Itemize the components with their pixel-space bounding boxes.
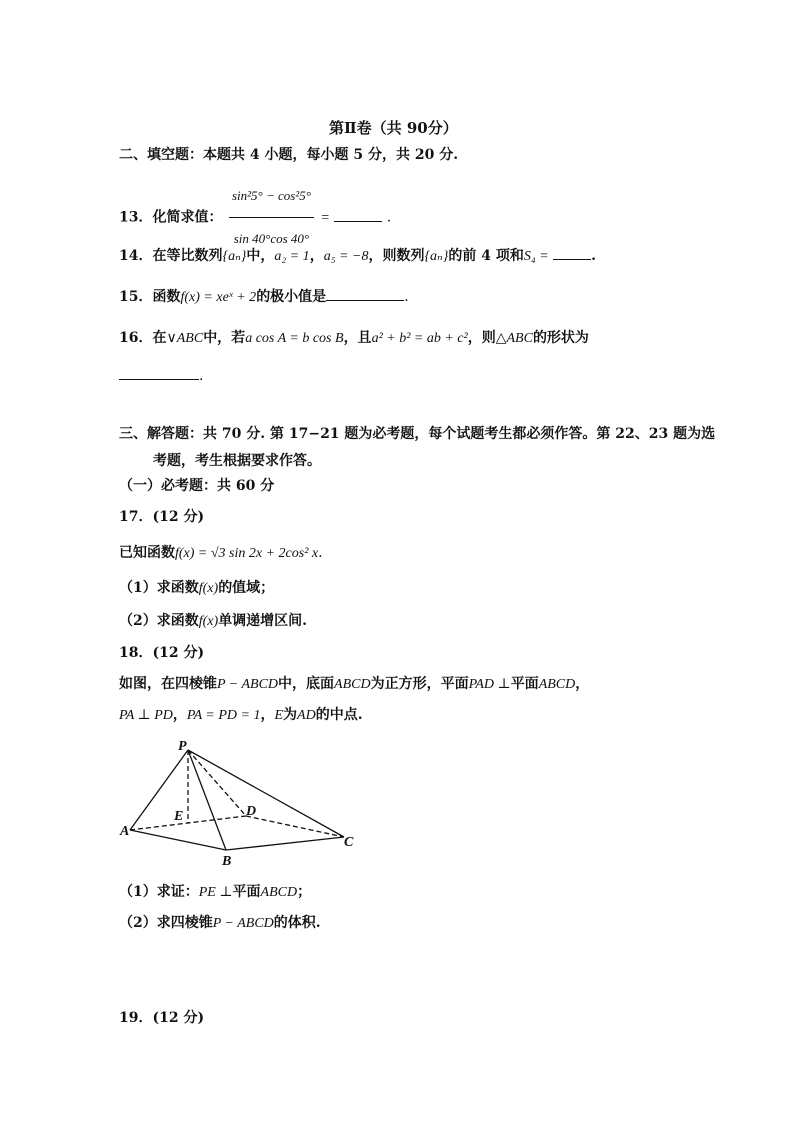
q14-condition-1: a₂ = 1 [274, 249, 310, 264]
q16-condition-2: a² + b² = ab + c² [371, 331, 468, 346]
q18-stem-line2 [119, 705, 363, 726]
q18-text-l2b: ， [172, 707, 187, 723]
q16-prefix: 16．在 [119, 330, 167, 346]
q16-triangle-2: △ABC [495, 331, 533, 346]
q14-text-3: 的前 4 项和 [448, 248, 524, 264]
q17-stem-end: . [318, 545, 323, 561]
q18-part1-end: ； [297, 884, 312, 900]
q18-title: 18．(12 分) [119, 645, 205, 661]
q18-part1-prefix: （1）求证： [119, 884, 199, 900]
q15-answer-blank [326, 286, 404, 301]
q18-part2-end: 的体积. [273, 915, 321, 931]
q14-text: 中， [246, 248, 275, 264]
q17-part1 [119, 578, 274, 599]
q18-text-a: 如图，在四棱锥 [119, 676, 217, 692]
q18-text-c: 中，底面 [278, 676, 335, 692]
part3-subheading: （一）必考题：共 60 分 [119, 478, 275, 494]
q13-answer-blank [334, 207, 382, 222]
q18-math-h: ABCD [538, 677, 576, 692]
edge-AB [130, 830, 226, 850]
q18-text-i: ， [575, 676, 590, 692]
q13-denominator: sin 40°cos 40° [233, 231, 310, 246]
pyramid-figure [118, 738, 363, 870]
q16-condition-1: a cos A = b cos B [245, 331, 344, 346]
q18-math-b: P − ABCD [217, 677, 279, 692]
q19-title: 19．(12 分) [119, 1010, 205, 1026]
q18-part1 [119, 882, 311, 903]
q17-part1-prefix: （1）求函数 [119, 580, 199, 596]
q17-formula: f(x) = √3 sin 2x + 2cos² x [175, 546, 319, 561]
part3-heading-line1: 三、解答题：共 70 分. 第 17−21 题为必考题，每个试题考生都必须作答。第 22、23 题为选 [119, 426, 716, 442]
q18-part2 [119, 913, 321, 934]
q18-text-e: 为正方形，平面 [370, 676, 469, 692]
label-E: E [174, 809, 184, 824]
q18-math-l2g: AD [297, 708, 316, 723]
q18-math-f: PAD ⊥ [468, 677, 511, 692]
q16-text-3: ，则 [467, 330, 496, 346]
part2-heading: 二、填空题：本题共 4 小题，每小题 5 分，共 20 分. [119, 147, 459, 163]
q14-text-2: ，则数列 [368, 248, 425, 264]
q17-part2-prefix: （2）求函数 [119, 613, 199, 629]
section-title: 第Ⅱ卷（共 90分） [329, 119, 458, 137]
q17-title: 17．(12 分) [119, 509, 205, 525]
label-D: D [246, 804, 257, 819]
q17-part2-end: 单调递增区间. [218, 613, 308, 629]
q18-part2-math: P − ABCD [212, 916, 274, 931]
q13-equals: = [320, 210, 330, 226]
edge-PC [188, 750, 344, 837]
question-14 [119, 245, 596, 267]
edge-PB [188, 750, 226, 850]
q18-text-l2h: 的中点. [315, 707, 363, 723]
q13-end: . [386, 209, 392, 226]
q18-math-l2c: PA = PD = 1 [186, 708, 261, 723]
q17-stem [119, 543, 323, 564]
q15-prefix: 15．函数 [119, 289, 181, 305]
q17-part2 [119, 611, 307, 632]
q14-comma: ， [309, 248, 324, 264]
q14-sequence-2: {aₙ} [424, 249, 449, 264]
q18-part1-text: 平面 [232, 884, 261, 900]
q18-part1-math-2: ABCD [260, 885, 298, 900]
q13-prefix: 13．化简求值： [119, 209, 223, 226]
q16-text: 中，若 [203, 330, 246, 346]
q14-condition-2: a₅ = −8 [323, 249, 369, 264]
q16-triangle: ∨ABC [166, 331, 204, 346]
q16-text-2: ，且 [343, 330, 372, 346]
q14-prefix: 14．在等比数列 [119, 248, 223, 264]
q13-numerator: sin²5° − cos²5° [229, 176, 314, 218]
edge-BC [226, 837, 344, 850]
label-P: P [178, 739, 187, 754]
q18-text-l2d: ， [260, 707, 275, 723]
q18-math-l2e: E [274, 708, 284, 723]
q18-stem-line1 [119, 674, 589, 695]
q16-text-4: 的形状为 [532, 330, 589, 346]
q14-end: . [591, 248, 596, 264]
edge-DC [246, 816, 344, 837]
q18-math-d: ABCD [334, 677, 371, 692]
label-A: A [120, 824, 130, 839]
q16-answer-line [119, 365, 203, 386]
q14-s4: S₄ = [523, 249, 549, 264]
q14-sequence: {aₙ} [222, 249, 247, 264]
q16-answer-blank [119, 365, 199, 380]
q18-math-l2a: PA ⊥ PD [119, 708, 173, 723]
q18-text-g: 平面 [510, 676, 539, 692]
label-B: B [222, 854, 232, 869]
q16-end: . [199, 368, 204, 384]
edge-PD [188, 750, 246, 816]
q17-part1-function: f(x) [198, 581, 219, 596]
q18-part1-math: PE ⊥ [198, 885, 233, 900]
q14-answer-blank [553, 245, 591, 260]
q18-text-l2f: 为 [283, 707, 298, 723]
q17-part1-end: 的值域； [218, 580, 275, 596]
q15-text: 的极小值是 [256, 289, 327, 305]
q17-stem-prefix: 已知函数 [119, 545, 175, 561]
part3-heading-line2: 考题，考生根据要求作答。 [153, 453, 321, 469]
q18-part2-prefix: （2）求四棱锥 [119, 915, 213, 931]
question-15 [119, 286, 409, 308]
question-16 [119, 328, 589, 349]
q15-end: . [404, 289, 409, 305]
q15-function: f(x) = xeˣ + 2 [180, 290, 257, 305]
label-C: C [344, 835, 354, 850]
q17-part2-function: f(x) [198, 614, 219, 629]
